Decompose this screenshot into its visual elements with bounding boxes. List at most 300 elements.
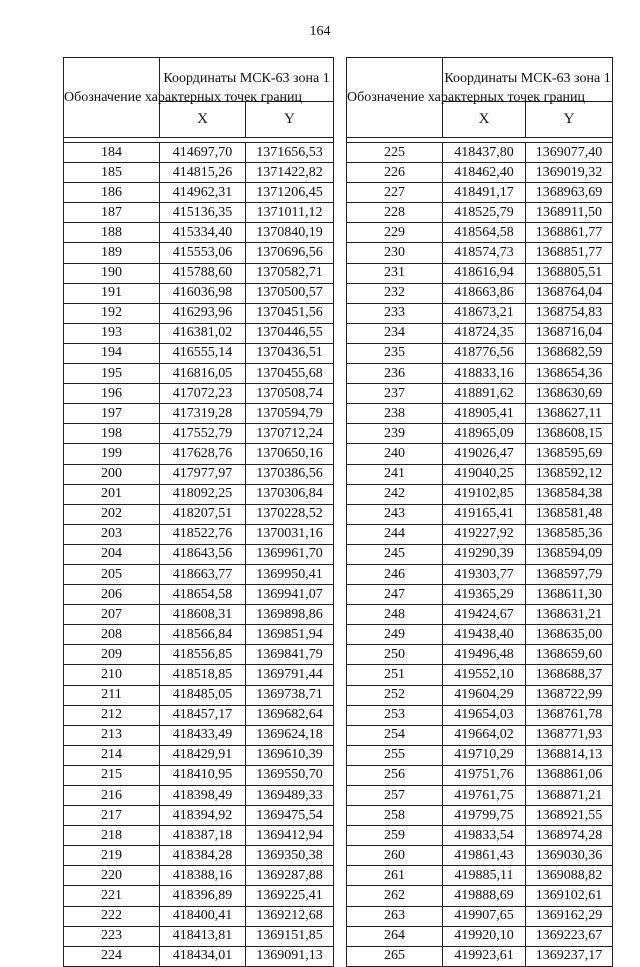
- table-row: [64, 866, 334, 886]
- table-row: [347, 745, 613, 765]
- x-coordinate-cell: 417977,97: [160, 464, 246, 484]
- table-row: [347, 946, 613, 966]
- y-coordinate-cell: 1370228,52: [246, 504, 334, 524]
- point-id-cell: 192: [64, 303, 160, 323]
- point-id-cell: 205: [64, 564, 160, 584]
- table-row: [347, 705, 613, 725]
- x-coordinate-cell: 418566,84: [160, 625, 246, 645]
- y-coordinate-cell: 1370594,79: [246, 404, 334, 424]
- table-row: [347, 645, 613, 665]
- x-coordinate-cell: 417628,76: [160, 444, 246, 464]
- y-coordinate-cell: 1370650,16: [246, 444, 334, 464]
- y-coordinate-cell: 1371011,12: [246, 203, 334, 223]
- point-id-cell: 236: [347, 364, 443, 384]
- y-coordinate-cell: 1371656,53: [246, 143, 334, 163]
- y-coordinate-cell: 1369223,67: [526, 926, 613, 946]
- table-row: [64, 303, 334, 323]
- point-id-cell: 184: [64, 143, 160, 163]
- x-coordinate-cell: 418724,35: [443, 323, 526, 343]
- y-coordinate-cell: 1368764,04: [526, 283, 613, 303]
- page-number: 164: [309, 24, 331, 39]
- point-id-cell: 225: [347, 143, 443, 163]
- point-id-cell: 260: [347, 846, 443, 866]
- table-row: [64, 926, 334, 946]
- y-coordinate-cell: 1369610,39: [246, 745, 334, 765]
- table-row: [64, 524, 334, 544]
- point-id-cell: 198: [64, 424, 160, 444]
- x-coordinate-cell: 418413,81: [160, 926, 246, 946]
- point-id-cell: 195: [64, 364, 160, 384]
- point-id-cell: 203: [64, 524, 160, 544]
- y-coordinate-cell: 1370306,84: [246, 484, 334, 504]
- table-row: [64, 765, 334, 785]
- point-id-cell: 242: [347, 484, 443, 504]
- point-id-cell: 188: [64, 223, 160, 243]
- y-coordinate-cell: 1368592,12: [526, 464, 613, 484]
- x-coordinate-cell: 418437,80: [443, 143, 526, 163]
- point-id-cell: 220: [64, 866, 160, 886]
- point-id-cell: 199: [64, 444, 160, 464]
- point-id-cell: 264: [347, 926, 443, 946]
- y-coordinate-cell: 1368861,77: [526, 223, 613, 243]
- table-row: [64, 484, 334, 504]
- point-id-cell: 224: [64, 946, 160, 966]
- point-id-cell: 248: [347, 605, 443, 625]
- y-coordinate-cell: 1369841,79: [246, 645, 334, 665]
- x-coordinate-cell: 417072,23: [160, 384, 246, 404]
- x-coordinate-cell: 418522,76: [160, 524, 246, 544]
- x-coordinate-cell: 418396,89: [160, 886, 246, 906]
- y-coordinate-cell: 1370696,56: [246, 243, 334, 263]
- x-coordinate-cell: 418616,94: [443, 263, 526, 283]
- x-coordinate-cell: 418400,41: [160, 906, 246, 926]
- table-row: [347, 926, 613, 946]
- y-coordinate-cell: 1369287,88: [246, 866, 334, 886]
- y-coordinate-cell: 1369738,71: [246, 685, 334, 705]
- x-coordinate-cell: 418398,49: [160, 786, 246, 806]
- table-row: [347, 544, 613, 564]
- coordinates-column-header: Координаты МСК-63 зона 1: [443, 58, 613, 102]
- x-coordinate-cell: 418833,16: [443, 364, 526, 384]
- y-coordinate-cell: 1368688,37: [526, 665, 613, 685]
- table-row: [347, 806, 613, 826]
- y-coordinate-cell: 1370508,74: [246, 384, 334, 404]
- x-coordinate-cell: 415553,06: [160, 243, 246, 263]
- x-coordinate-cell: 418092,25: [160, 484, 246, 504]
- point-id-cell: 259: [347, 826, 443, 846]
- table-row: [347, 564, 613, 584]
- x-coordinate-cell: 414962,31: [160, 183, 246, 203]
- x-coordinate-cell: 419907,65: [443, 906, 526, 926]
- table-row: [347, 846, 613, 866]
- x-coordinate-cell: 418207,51: [160, 504, 246, 524]
- point-id-cell: 243: [347, 504, 443, 524]
- x-coordinate-cell: 418564,58: [443, 223, 526, 243]
- y-coordinate-cell: 1369350,38: [246, 846, 334, 866]
- table-row: [347, 404, 613, 424]
- point-id-cell: 251: [347, 665, 443, 685]
- x-coordinate-cell: 416555,14: [160, 343, 246, 363]
- table-row: [347, 866, 613, 886]
- table-row: [64, 444, 334, 464]
- point-id-cell: 227: [347, 183, 443, 203]
- y-coordinate-cell: 1370500,57: [246, 283, 334, 303]
- table-row: [347, 263, 613, 283]
- x-coordinate-cell: 418518,85: [160, 665, 246, 685]
- point-id-cell: 238: [347, 404, 443, 424]
- point-id-cell: 235: [347, 343, 443, 363]
- y-column-header: Y: [526, 101, 613, 137]
- x-coordinate-cell: 418485,05: [160, 685, 246, 705]
- y-coordinate-cell: 1368630,69: [526, 384, 613, 404]
- x-coordinate-cell: 419920,10: [443, 926, 526, 946]
- x-coordinate-cell: 417319,28: [160, 404, 246, 424]
- x-coordinate-cell: 419604,29: [443, 685, 526, 705]
- point-id-cell: 186: [64, 183, 160, 203]
- point-id-cell: 191: [64, 283, 160, 303]
- coordinates-table-left: [63, 57, 334, 967]
- point-id-cell: 185: [64, 163, 160, 183]
- table-row: [64, 806, 334, 826]
- y-coordinate-cell: 1368761,78: [526, 705, 613, 725]
- y-coordinate-cell: 1368584,38: [526, 484, 613, 504]
- point-id-cell: 256: [347, 765, 443, 785]
- y-coordinate-cell: 1369489,33: [246, 786, 334, 806]
- y-coordinate-cell: 1369898,86: [246, 605, 334, 625]
- y-coordinate-cell: 1369791,44: [246, 665, 334, 685]
- table-row: [347, 826, 613, 846]
- x-coordinate-cell: 418654,58: [160, 585, 246, 605]
- table-row: [347, 343, 613, 363]
- y-coordinate-cell: 1370031,16: [246, 524, 334, 544]
- y-coordinate-cell: 1368871,21: [526, 786, 613, 806]
- x-coordinate-cell: 419888,69: [443, 886, 526, 906]
- y-coordinate-cell: 1368814,13: [526, 745, 613, 765]
- x-coordinate-cell: 416036,98: [160, 283, 246, 303]
- x-coordinate-cell: 418434,01: [160, 946, 246, 966]
- x-coordinate-cell: 418462,40: [443, 163, 526, 183]
- y-coordinate-cell: 1369162,29: [526, 906, 613, 926]
- point-id-cell: 223: [64, 926, 160, 946]
- y-coordinate-cell: 1370712,24: [246, 424, 334, 444]
- x-coordinate-cell: 418574,73: [443, 243, 526, 263]
- point-id-cell: 234: [347, 323, 443, 343]
- table-row: [64, 163, 334, 183]
- x-coordinate-cell: 418556,85: [160, 645, 246, 665]
- x-coordinate-cell: 418663,86: [443, 283, 526, 303]
- point-id-cell: 187: [64, 203, 160, 223]
- y-coordinate-cell: 1369212,68: [246, 906, 334, 926]
- x-coordinate-cell: 419833,54: [443, 826, 526, 846]
- point-id-cell: 246: [347, 564, 443, 584]
- point-column-header: Обозначение характерных точек границ: [64, 58, 160, 138]
- x-coordinate-cell: 419761,75: [443, 786, 526, 806]
- table-row: [347, 685, 613, 705]
- x-coordinate-cell: 419496,48: [443, 645, 526, 665]
- x-coordinate-cell: 419664,02: [443, 725, 526, 745]
- point-id-cell: 210: [64, 665, 160, 685]
- table-body-left: [64, 143, 334, 967]
- point-id-cell: 189: [64, 243, 160, 263]
- y-coordinate-cell: 1369077,40: [526, 143, 613, 163]
- x-coordinate-cell: 416381,02: [160, 323, 246, 343]
- table-body-right: [347, 143, 613, 967]
- y-coordinate-cell: 1368608,15: [526, 424, 613, 444]
- point-id-cell: 255: [347, 745, 443, 765]
- x-coordinate-cell: 416293,96: [160, 303, 246, 323]
- x-coordinate-cell: 418429,91: [160, 745, 246, 765]
- y-coordinate-cell: 1368861,06: [526, 765, 613, 785]
- x-coordinate-cell: 419710,29: [443, 745, 526, 765]
- x-coordinate-cell: 419424,67: [443, 605, 526, 625]
- x-coordinate-cell: 419040,25: [443, 464, 526, 484]
- x-coordinate-cell: 415788,60: [160, 263, 246, 283]
- x-coordinate-cell: 419102,85: [443, 484, 526, 504]
- table-row: [64, 283, 334, 303]
- x-coordinate-cell: 415136,35: [160, 203, 246, 223]
- point-id-cell: 249: [347, 625, 443, 645]
- table-row: [64, 504, 334, 524]
- y-coordinate-cell: 1368682,59: [526, 343, 613, 363]
- x-coordinate-cell: 418410,95: [160, 765, 246, 785]
- table-row: [64, 645, 334, 665]
- table-row: [64, 544, 334, 564]
- point-id-cell: 254: [347, 725, 443, 745]
- table-row: [64, 343, 334, 363]
- point-id-cell: 206: [64, 585, 160, 605]
- x-coordinate-cell: 414697,70: [160, 143, 246, 163]
- table-row: [64, 384, 334, 404]
- y-coordinate-cell: 1370840,19: [246, 223, 334, 243]
- table-row: [347, 765, 613, 785]
- x-coordinate-cell: 418387,18: [160, 826, 246, 846]
- point-id-cell: 209: [64, 645, 160, 665]
- point-id-cell: 226: [347, 163, 443, 183]
- x-coordinate-cell: 419290,39: [443, 544, 526, 564]
- point-id-cell: 230: [347, 243, 443, 263]
- table-row: [64, 585, 334, 605]
- point-id-cell: 213: [64, 725, 160, 745]
- point-id-cell: 240: [347, 444, 443, 464]
- point-id-cell: 212: [64, 705, 160, 725]
- coordinates-table-right: [346, 57, 613, 967]
- y-coordinate-cell: 1371422,82: [246, 163, 334, 183]
- table-row: [347, 384, 613, 404]
- point-id-cell: 218: [64, 826, 160, 846]
- point-id-cell: 262: [347, 886, 443, 906]
- table-row: [347, 243, 613, 263]
- point-id-cell: 197: [64, 404, 160, 424]
- table-row: [64, 745, 334, 765]
- x-coordinate-cell: 419438,40: [443, 625, 526, 645]
- point-id-cell: 228: [347, 203, 443, 223]
- table-row: [347, 303, 613, 323]
- x-coordinate-cell: 418457,17: [160, 705, 246, 725]
- point-id-cell: 207: [64, 605, 160, 625]
- y-coordinate-cell: 1369088,82: [526, 866, 613, 886]
- table-row: [64, 685, 334, 705]
- y-coordinate-cell: 1369961,70: [246, 544, 334, 564]
- y-coordinate-cell: 1370455,68: [246, 364, 334, 384]
- x-coordinate-cell: 419165,41: [443, 504, 526, 524]
- x-coordinate-cell: 418776,56: [443, 343, 526, 363]
- y-coordinate-cell: 1369102,61: [526, 886, 613, 906]
- x-coordinate-cell: 418394,92: [160, 806, 246, 826]
- x-coordinate-cell: 419552,10: [443, 665, 526, 685]
- y-coordinate-cell: 1368635,00: [526, 625, 613, 645]
- y-coordinate-cell: 1368585,36: [526, 524, 613, 544]
- y-coordinate-cell: 1368659,60: [526, 645, 613, 665]
- x-coordinate-cell: 418491,17: [443, 183, 526, 203]
- x-coordinate-cell: 418965,09: [443, 424, 526, 444]
- x-coordinate-cell: 419654,03: [443, 705, 526, 725]
- x-coordinate-cell: 419026,47: [443, 444, 526, 464]
- table-row: [64, 665, 334, 685]
- table-row: [64, 243, 334, 263]
- table-row: [347, 725, 613, 745]
- x-coordinate-cell: 418663,77: [160, 564, 246, 584]
- point-id-cell: 253: [347, 705, 443, 725]
- point-id-cell: 257: [347, 786, 443, 806]
- x-coordinate-cell: 418673,21: [443, 303, 526, 323]
- point-id-cell: 214: [64, 745, 160, 765]
- table-row: [347, 183, 613, 203]
- x-coordinate-cell: 414815,26: [160, 163, 246, 183]
- y-coordinate-cell: 1368805,51: [526, 263, 613, 283]
- table-row: [347, 605, 613, 625]
- table-row: [64, 725, 334, 745]
- table-row: [347, 886, 613, 906]
- table-row: [347, 665, 613, 685]
- point-id-cell: 217: [64, 806, 160, 826]
- point-id-cell: 202: [64, 504, 160, 524]
- y-coordinate-cell: 1368722,99: [526, 685, 613, 705]
- x-coordinate-cell: 418388,16: [160, 866, 246, 886]
- point-id-cell: 244: [347, 524, 443, 544]
- x-coordinate-cell: 419365,29: [443, 585, 526, 605]
- y-coordinate-cell: 1368754,83: [526, 303, 613, 323]
- y-coordinate-cell: 1369624,18: [246, 725, 334, 745]
- y-coordinate-cell: 1368631,21: [526, 605, 613, 625]
- x-coordinate-cell: 419227,92: [443, 524, 526, 544]
- point-id-cell: 232: [347, 283, 443, 303]
- y-coordinate-cell: 1368654,36: [526, 364, 613, 384]
- x-coordinate-cell: 418384,28: [160, 846, 246, 866]
- table-row: [347, 906, 613, 926]
- point-id-cell: 200: [64, 464, 160, 484]
- table-row: [347, 143, 613, 163]
- y-coordinate-cell: 1368921,55: [526, 806, 613, 826]
- table-row: [347, 464, 613, 484]
- table-row: [347, 444, 613, 464]
- point-id-cell: 219: [64, 846, 160, 866]
- point-id-cell: 193: [64, 323, 160, 343]
- point-id-cell: 196: [64, 384, 160, 404]
- y-coordinate-cell: 1368716,04: [526, 323, 613, 343]
- table-row: [347, 504, 613, 524]
- table-row: [64, 946, 334, 966]
- y-coordinate-cell: 1369851,94: [246, 625, 334, 645]
- point-id-cell: 241: [347, 464, 443, 484]
- point-id-cell: 252: [347, 685, 443, 705]
- table-row: [64, 183, 334, 203]
- point-id-cell: 237: [347, 384, 443, 404]
- table-row: [347, 163, 613, 183]
- table-row: [347, 625, 613, 645]
- table-row: [347, 786, 613, 806]
- x-coordinate-cell: 418643,56: [160, 544, 246, 564]
- table-row: [64, 464, 334, 484]
- table-row: [64, 846, 334, 866]
- y-coordinate-cell: 1368597,79: [526, 564, 613, 584]
- y-coordinate-cell: 1369019,32: [526, 163, 613, 183]
- x-coordinate-cell: 417552,79: [160, 424, 246, 444]
- y-coordinate-cell: 1368611,30: [526, 585, 613, 605]
- coordinates-column-header: Координаты МСК-63 зона 1: [160, 58, 334, 102]
- point-id-cell: 221: [64, 886, 160, 906]
- table-row: [64, 906, 334, 926]
- table-row: [347, 203, 613, 223]
- x-column-header: X: [160, 101, 246, 137]
- table-row: [64, 364, 334, 384]
- y-coordinate-cell: 1368581,48: [526, 504, 613, 524]
- table-row: [64, 143, 334, 163]
- y-coordinate-cell: 1369475,54: [246, 806, 334, 826]
- y-coordinate-cell: 1369950,41: [246, 564, 334, 584]
- point-id-cell: 201: [64, 484, 160, 504]
- y-coordinate-cell: 1369941,07: [246, 585, 334, 605]
- y-column-header: Y: [246, 101, 334, 137]
- point-id-cell: 208: [64, 625, 160, 645]
- point-id-cell: 194: [64, 343, 160, 363]
- y-coordinate-cell: 1370446,55: [246, 323, 334, 343]
- point-id-cell: 216: [64, 786, 160, 806]
- table-row: [347, 484, 613, 504]
- y-coordinate-cell: 1368974,28: [526, 826, 613, 846]
- table-row: [347, 364, 613, 384]
- point-id-cell: 250: [347, 645, 443, 665]
- table-row: [64, 605, 334, 625]
- x-coordinate-cell: 416816,05: [160, 364, 246, 384]
- point-id-cell: 190: [64, 263, 160, 283]
- table-row: [64, 786, 334, 806]
- x-coordinate-cell: 418608,31: [160, 605, 246, 625]
- table-row: [64, 323, 334, 343]
- point-id-cell: 233: [347, 303, 443, 323]
- table-row: [347, 424, 613, 444]
- point-id-cell: 204: [64, 544, 160, 564]
- table-row: [64, 886, 334, 906]
- y-coordinate-cell: 1368851,77: [526, 243, 613, 263]
- y-coordinate-cell: 1368911,50: [526, 203, 613, 223]
- y-coordinate-cell: 1369151,85: [246, 926, 334, 946]
- table-row: [347, 223, 613, 243]
- x-coordinate-cell: 419303,77: [443, 564, 526, 584]
- y-coordinate-cell: 1370582,71: [246, 263, 334, 283]
- table-row: [64, 203, 334, 223]
- table-row: [64, 223, 334, 243]
- table-row: [64, 564, 334, 584]
- x-coordinate-cell: 418891,62: [443, 384, 526, 404]
- x-coordinate-cell: 419923,61: [443, 946, 526, 966]
- point-id-cell: 231: [347, 263, 443, 283]
- table-row: [64, 826, 334, 846]
- x-coordinate-cell: 419799,75: [443, 806, 526, 826]
- y-coordinate-cell: 1369030,36: [526, 846, 613, 866]
- y-coordinate-cell: 1368594,09: [526, 544, 613, 564]
- y-coordinate-cell: 1370451,56: [246, 303, 334, 323]
- point-id-cell: 261: [347, 866, 443, 886]
